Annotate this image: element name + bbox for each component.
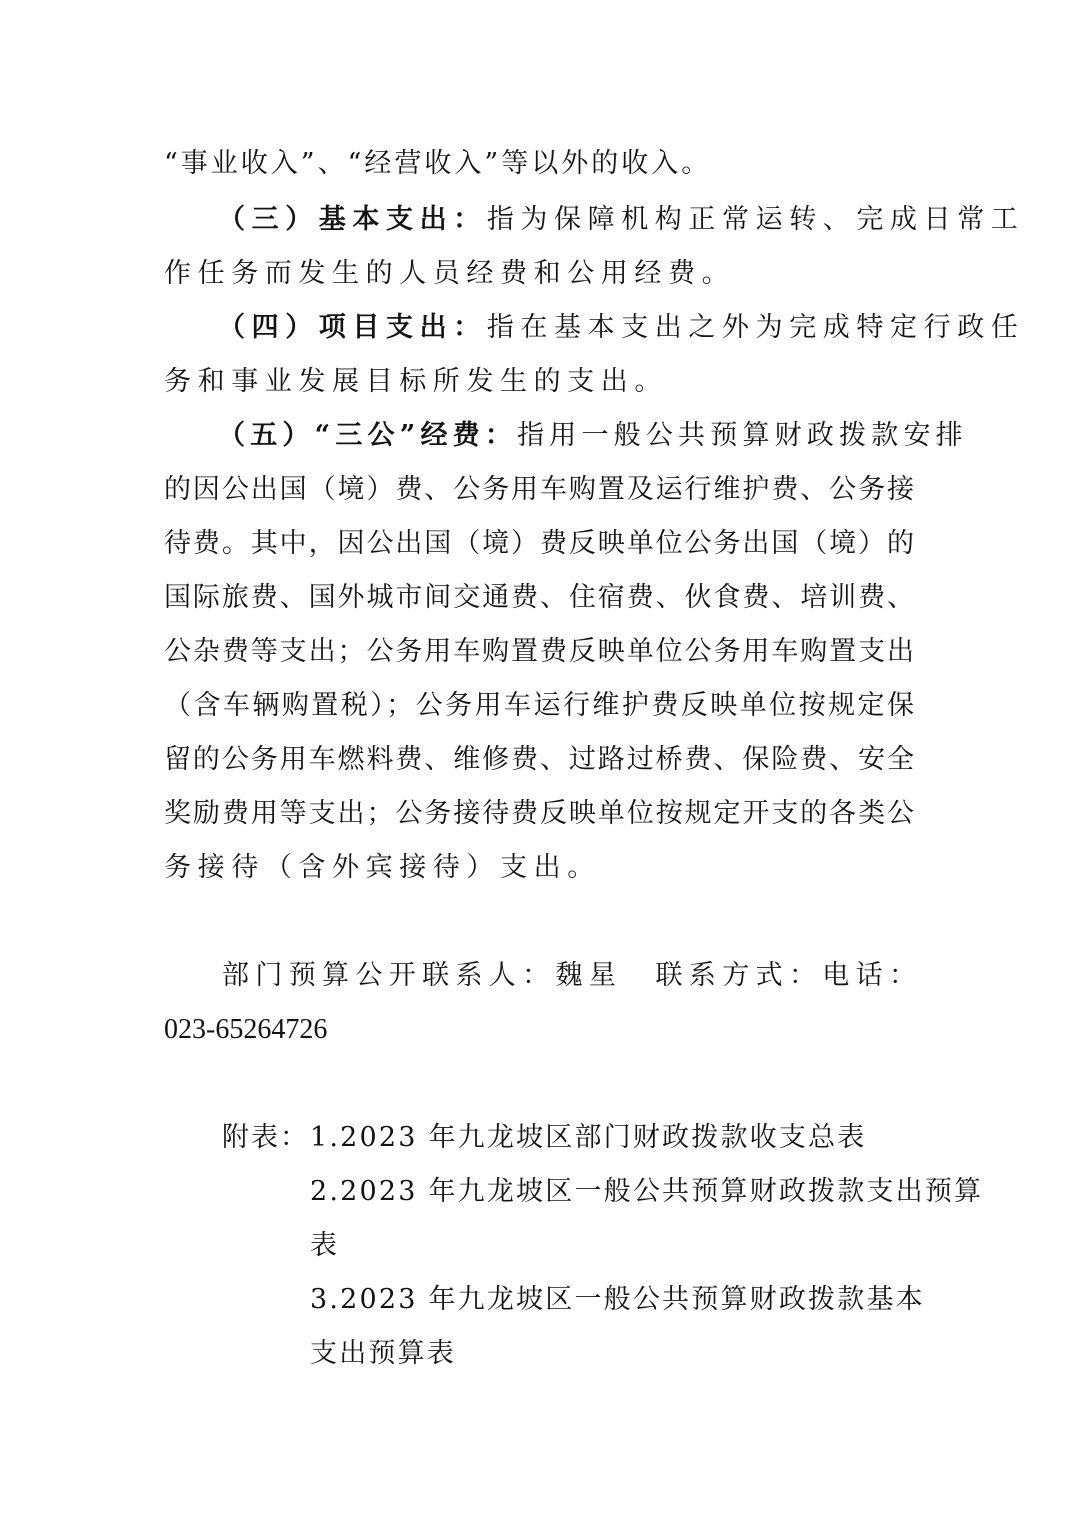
paragraph-three-public-line-1 [218,418,968,454]
paragraph-line: 国际旅费、国外城市间交通费、住宿费、伙食费、培训费、 [164,582,914,613]
contact-phone: 023-65264726 [164,1014,328,1045]
paragraph-basic-expenditure-line-1 [218,202,1025,238]
attachment-item-1: 1.2023 年九龙坡区部门财政拨款收支总表 [310,1122,867,1153]
paragraph-line: “事业收入”、“经营收入”等以外的收入。 [164,148,712,179]
paragraph-line: 公杂费等支出；公务用车购置费反映单位公务用车购置支出 [164,636,914,667]
paragraph-text: 指用一般公共预算财政拨款安排 [517,420,968,451]
attachment-item-2: 2.2023 年九龙坡区一般公共预算财政拨款支出预算 [310,1176,984,1207]
paragraph-line: 务接待（含外宾接待）支出。 [164,852,601,883]
heading-three-public: （五）“三公”经费： [218,420,518,451]
paragraph-line: （含车辆购置税）；公务用车运行维护费反映单位按规定保 [164,690,914,721]
attachment-item-2-cont: 表 [310,1230,340,1261]
paragraph-line: 奖励费用等支出；公务接待费反映单位按规定开支的各类公 [164,798,914,829]
paragraph-line: 待费。其中，因公出国（境）费反映单位公务出国（境）的 [164,528,914,559]
paragraph-text: 指在基本支出之外为完成特定行政任 [486,312,1025,343]
attachment-item-3-cont: 支出预算表 [310,1338,456,1369]
attachment-item-3: 3.2023 年九龙坡区一般公共预算财政拨款基本 [310,1284,925,1315]
paragraph-line: 留的公务用车燃料费、维修费、过路过桥费、保险费、安全 [164,744,914,775]
contact-person: 部门预算公开联系人：魏星 联系方式：电话： [222,960,916,991]
heading-project-expenditure: （四）项目支出： [218,312,487,343]
paragraph-project-expenditure-line-2: 务和事业发展目标所发生的支出。 [164,366,668,397]
heading-basic-expenditure: （三）基本支出： [218,204,487,235]
paragraph-text: 指为保障机构正常运转、完成日常工 [486,204,1025,235]
paragraph-line: 的因公出国（境）费、公务用车购置及运行维护费、公务接 [164,474,914,505]
paragraph-basic-expenditure-line-2: 作任务而发生的人员经费和公用经费。 [164,258,736,289]
attachments-label: 附表： [222,1122,309,1153]
paragraph-project-expenditure-line-1 [218,310,1025,346]
